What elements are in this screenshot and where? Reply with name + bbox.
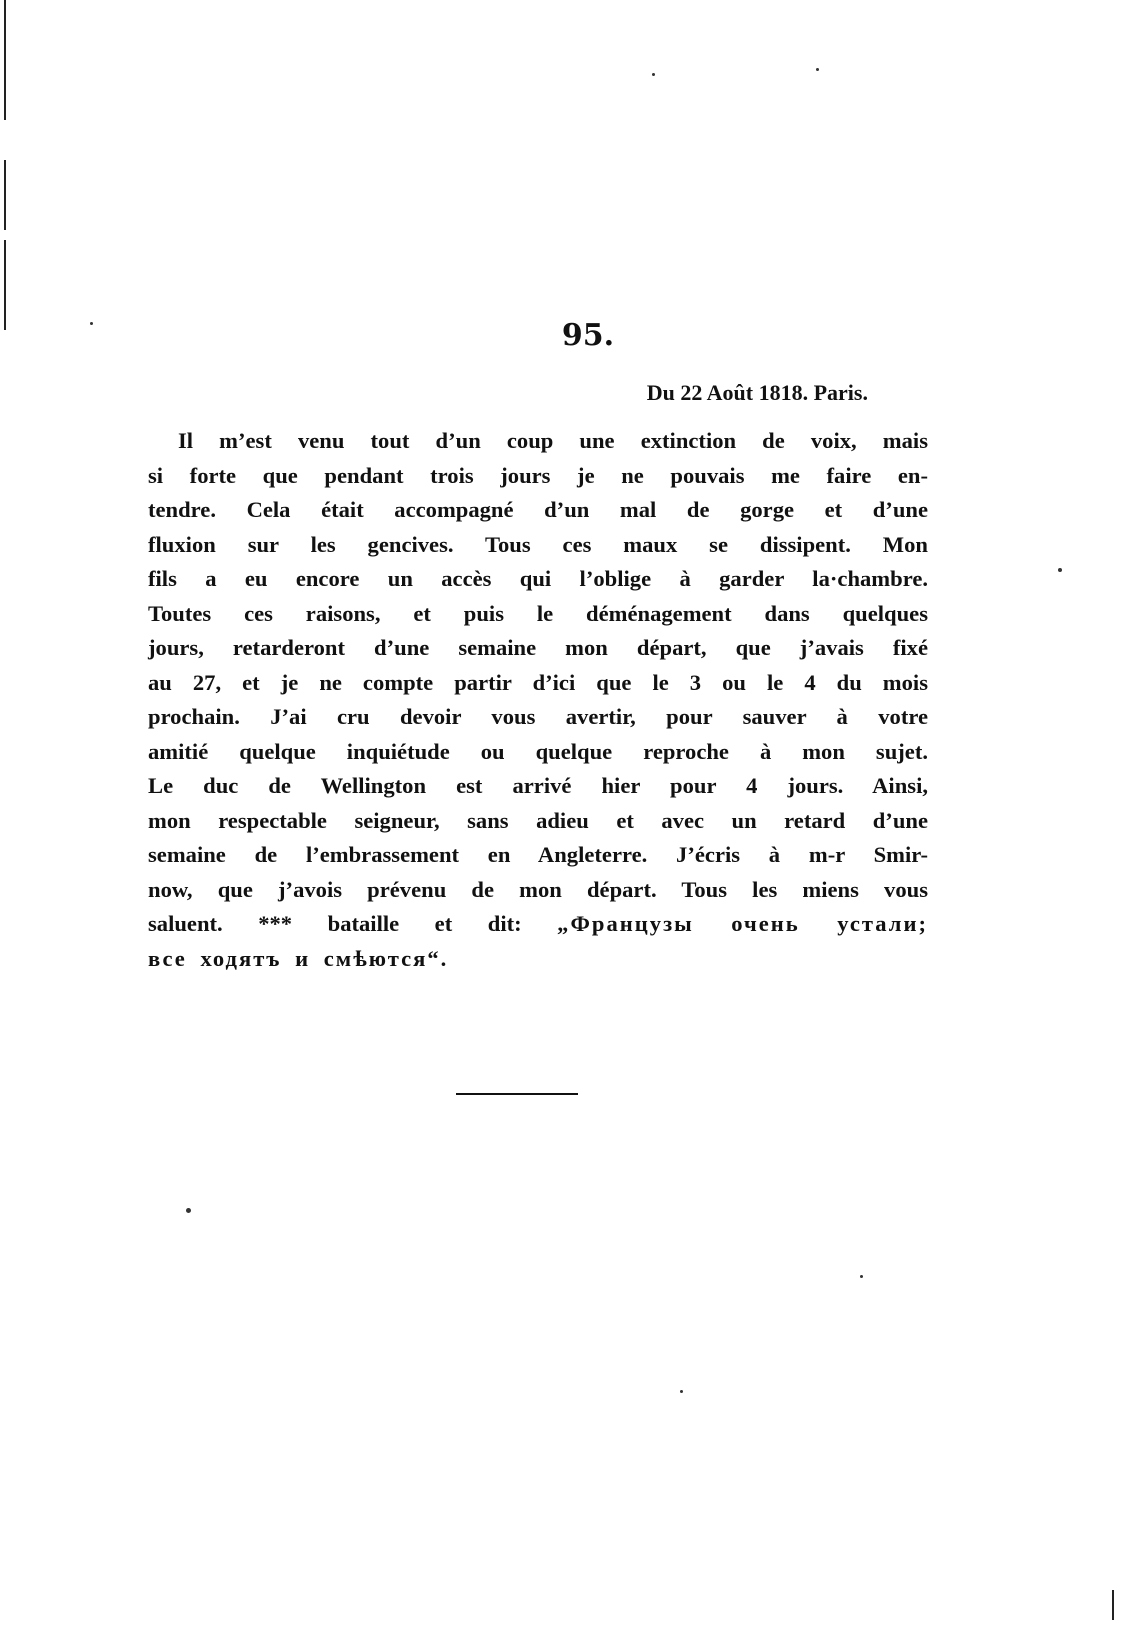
scan-edge-mark bbox=[1112, 1590, 1114, 1620]
body-line-mixed bbox=[148, 907, 928, 942]
body-line: Le duc de Wellington est arrivé hier pour 4 jours. Ainsi, bbox=[148, 773, 928, 798]
letter-dateline: Du 22 Août 1818. Paris. bbox=[646, 380, 868, 405]
body-line: amitié quelque inquiétude ou quelque reproche à mon sujet. bbox=[148, 738, 928, 764]
body-line: Toutes ces raisons, et puis le déménagement dans quelques bbox=[148, 600, 928, 626]
body-line: jours, retarderont d’une semaine mon départ, que j’avais fixé bbox=[148, 635, 928, 660]
body-line: semaine de l’embrassement en Angleterre. J’écris à m-r Smir- bbox=[148, 842, 928, 867]
body-line: tendre. Cela était accompagné d’un mal de gorge et d’une bbox=[148, 497, 928, 522]
body-line: mon respectable seigneur, sans adieu et avec un retard d’une bbox=[148, 807, 928, 833]
scan-speck bbox=[186, 1208, 191, 1213]
scan-edge-mark bbox=[4, 0, 6, 120]
scan-speck bbox=[680, 1390, 683, 1393]
scan-speck bbox=[1058, 568, 1062, 572]
scan-edge-mark bbox=[4, 160, 6, 230]
scan-speck bbox=[860, 1275, 863, 1278]
russian-quote-end: все ходятъ и смѣются“. bbox=[148, 945, 449, 971]
end-rule-divider bbox=[456, 1093, 578, 1095]
body-line: prochain. J’ai cru devoir vous avertir, pour sauver à votre bbox=[148, 704, 928, 729]
body-line: now, que j’avois prévenu de mon départ. Tous les miens vous bbox=[148, 876, 928, 902]
body-line: au 27, et je ne compte partir d’ici que le 3 ou le 4 du mois bbox=[148, 669, 928, 695]
scan-speck bbox=[652, 73, 655, 76]
body-line: si forte que pendant trois jours je ne pouvais me faire en- bbox=[148, 462, 928, 488]
russian-quote-part: „Французы очень устали; bbox=[557, 911, 928, 936]
body-line-french-part: saluent. *** bataille et dit: bbox=[148, 911, 558, 936]
body-line: Il m’est venu tout d’un coup une extinction de voix, mais bbox=[178, 428, 928, 453]
body-line: fluxion sur les gencives. Tous ces maux se dissipent. Mon bbox=[148, 531, 928, 557]
scan-speck bbox=[816, 68, 819, 71]
letter-body bbox=[148, 424, 928, 976]
body-line: fils a eu encore un accès qui l’oblige à garder la·chambre. bbox=[148, 566, 928, 591]
letter-number: 95. bbox=[561, 318, 615, 353]
scan-edge-mark bbox=[4, 240, 6, 330]
